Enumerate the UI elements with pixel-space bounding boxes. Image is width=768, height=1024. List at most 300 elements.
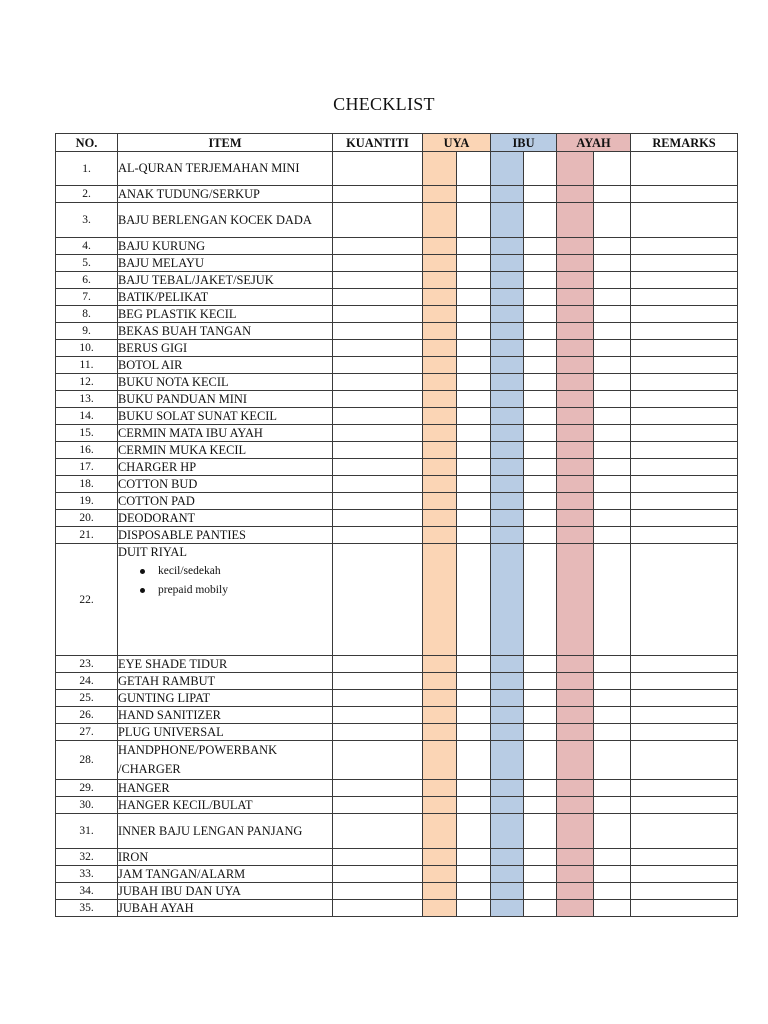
ayah-check-cell[interactable] (557, 442, 594, 459)
ayah-check-cell[interactable] (557, 272, 594, 289)
ayah-check-cell[interactable] (557, 391, 594, 408)
ayah-note-cell[interactable] (594, 186, 631, 203)
uya-check-cell[interactable] (423, 673, 457, 690)
kuantiti-cell[interactable] (333, 238, 423, 255)
checklist-table (55, 133, 738, 917)
ayah-check-cell[interactable] (557, 357, 594, 374)
remarks-cell[interactable] (631, 900, 738, 917)
row-item: CERMIN MUKA KECIL (118, 442, 333, 459)
uya-note-cell[interactable] (457, 425, 491, 442)
uya-note-cell[interactable] (457, 883, 491, 900)
uya-check-cell[interactable] (423, 306, 457, 323)
remarks-cell[interactable] (631, 272, 738, 289)
ibu-note-cell[interactable] (524, 527, 557, 544)
ibu-check-cell[interactable] (491, 340, 524, 357)
ayah-note-cell[interactable] (594, 849, 631, 866)
ayah-note-cell[interactable] (594, 357, 631, 374)
uya-check-cell[interactable] (423, 780, 457, 797)
uya-check-cell[interactable] (423, 203, 457, 238)
ibu-check-cell[interactable] (491, 306, 524, 323)
uya-check-cell[interactable] (423, 255, 457, 272)
ibu-check-cell[interactable] (491, 391, 524, 408)
uya-check-cell[interactable] (423, 391, 457, 408)
ibu-check-cell[interactable] (491, 866, 524, 883)
kuantiti-cell[interactable] (333, 203, 423, 238)
kuantiti-cell[interactable] (333, 391, 423, 408)
remarks-cell[interactable] (631, 527, 738, 544)
remarks-cell[interactable] (631, 797, 738, 814)
ayah-check-cell[interactable] (557, 510, 594, 527)
kuantiti-cell[interactable] (333, 493, 423, 510)
ibu-check-cell[interactable] (491, 510, 524, 527)
remarks-cell[interactable] (631, 340, 738, 357)
remarks-cell[interactable] (631, 510, 738, 527)
remarks-cell[interactable] (631, 544, 738, 656)
ayah-check-cell[interactable] (557, 289, 594, 306)
kuantiti-cell[interactable] (333, 797, 423, 814)
row-item: HANDPHONE/POWERBANK /CHARGER (118, 741, 333, 780)
ayah-note-cell[interactable] (594, 340, 631, 357)
uya-note-cell[interactable] (457, 741, 491, 780)
ibu-check-cell[interactable] (491, 357, 524, 374)
kuantiti-cell[interactable] (333, 289, 423, 306)
kuantiti-cell[interactable] (333, 255, 423, 272)
uya-note-cell[interactable] (457, 306, 491, 323)
remarks-cell[interactable] (631, 186, 738, 203)
ibu-check-cell[interactable] (491, 272, 524, 289)
kuantiti-cell[interactable] (333, 425, 423, 442)
remarks-cell[interactable] (631, 425, 738, 442)
remarks-cell[interactable] (631, 493, 738, 510)
uya-note-cell[interactable] (457, 186, 491, 203)
uya-note-cell[interactable] (457, 391, 491, 408)
ayah-check-cell[interactable] (557, 527, 594, 544)
kuantiti-cell[interactable] (333, 152, 423, 186)
uya-note-cell[interactable] (457, 459, 491, 476)
ibu-note-cell[interactable] (524, 323, 557, 340)
ibu-check-cell[interactable] (491, 255, 524, 272)
ibu-note-cell[interactable] (524, 883, 557, 900)
row-number: 22. (56, 544, 118, 656)
ibu-note-cell[interactable] (524, 408, 557, 425)
kuantiti-cell[interactable] (333, 780, 423, 797)
uya-note-cell[interactable] (457, 707, 491, 724)
ayah-check-cell[interactable] (557, 255, 594, 272)
remarks-cell[interactable] (631, 459, 738, 476)
ibu-note-cell[interactable] (524, 152, 557, 186)
ibu-note-cell[interactable] (524, 340, 557, 357)
ayah-note-cell[interactable] (594, 780, 631, 797)
ayah-note-cell[interactable] (594, 814, 631, 849)
table-row (56, 425, 738, 442)
ayah-check-cell[interactable] (557, 203, 594, 238)
ibu-check-cell[interactable] (491, 900, 524, 917)
ibu-note-cell[interactable] (524, 306, 557, 323)
uya-note-cell[interactable] (457, 724, 491, 741)
uya-check-cell[interactable] (423, 866, 457, 883)
ayah-check-cell[interactable] (557, 306, 594, 323)
uya-note-cell[interactable] (457, 493, 491, 510)
ayah-check-cell[interactable] (557, 849, 594, 866)
uya-check-cell[interactable] (423, 527, 457, 544)
uya-note-cell[interactable] (457, 255, 491, 272)
remarks-cell[interactable] (631, 883, 738, 900)
ibu-note-cell[interactable] (524, 707, 557, 724)
remarks-cell[interactable] (631, 374, 738, 391)
ayah-note-cell[interactable] (594, 391, 631, 408)
uya-check-cell[interactable] (423, 340, 457, 357)
uya-note-cell[interactable] (457, 272, 491, 289)
remarks-cell[interactable] (631, 814, 738, 849)
kuantiti-cell[interactable] (333, 340, 423, 357)
ibu-check-cell[interactable] (491, 152, 524, 186)
kuantiti-cell[interactable] (333, 707, 423, 724)
uya-check-cell[interactable] (423, 814, 457, 849)
row-item: COTTON PAD (118, 493, 333, 510)
remarks-cell[interactable] (631, 442, 738, 459)
remarks-cell[interactable] (631, 780, 738, 797)
sub-item-list (118, 562, 332, 600)
remarks-cell[interactable] (631, 408, 738, 425)
uya-check-cell[interactable] (423, 883, 457, 900)
ayah-note-cell[interactable] (594, 707, 631, 724)
uya-note-cell[interactable] (457, 866, 491, 883)
ibu-note-cell[interactable] (524, 476, 557, 493)
ayah-note-cell[interactable] (594, 374, 631, 391)
ayah-note-cell[interactable] (594, 425, 631, 442)
ibu-note-cell[interactable] (524, 238, 557, 255)
header-kuantiti: KUANTITI (333, 134, 423, 152)
ayah-check-cell[interactable] (557, 673, 594, 690)
uya-note-cell[interactable] (457, 152, 491, 186)
uya-note-cell[interactable] (457, 656, 491, 673)
remarks-cell[interactable] (631, 238, 738, 255)
uya-check-cell[interactable] (423, 374, 457, 391)
ayah-note-cell[interactable] (594, 272, 631, 289)
table-row (56, 255, 738, 272)
ayah-check-cell[interactable] (557, 425, 594, 442)
uya-note-cell[interactable] (457, 238, 491, 255)
ibu-check-cell[interactable] (491, 814, 524, 849)
row-item: DEODORANT (118, 510, 333, 527)
uya-note-cell[interactable] (457, 357, 491, 374)
ayah-note-cell[interactable] (594, 203, 631, 238)
remarks-cell[interactable] (631, 673, 738, 690)
ibu-check-cell[interactable] (491, 883, 524, 900)
uya-check-cell[interactable] (423, 724, 457, 741)
ibu-check-cell[interactable] (491, 849, 524, 866)
ayah-check-cell[interactable] (557, 323, 594, 340)
ibu-check-cell[interactable] (491, 442, 524, 459)
remarks-cell[interactable] (631, 849, 738, 866)
ibu-note-cell[interactable] (524, 255, 557, 272)
uya-note-cell[interactable] (457, 203, 491, 238)
ibu-note-cell[interactable] (524, 544, 557, 656)
ibu-note-cell[interactable] (524, 459, 557, 476)
remarks-cell[interactable] (631, 656, 738, 673)
ibu-check-cell[interactable] (491, 656, 524, 673)
ayah-check-cell[interactable] (557, 707, 594, 724)
remarks-cell[interactable] (631, 306, 738, 323)
kuantiti-cell[interactable] (333, 442, 423, 459)
table-row (56, 357, 738, 374)
remarks-cell[interactable] (631, 357, 738, 374)
uya-note-cell[interactable] (457, 900, 491, 917)
ibu-check-cell[interactable] (491, 459, 524, 476)
uya-note-cell[interactable] (457, 340, 491, 357)
uya-note-cell[interactable] (457, 527, 491, 544)
uya-check-cell[interactable] (423, 357, 457, 374)
ayah-check-cell[interactable] (557, 459, 594, 476)
ayah-check-cell[interactable] (557, 656, 594, 673)
uya-note-cell[interactable] (457, 510, 491, 527)
remarks-cell[interactable] (631, 690, 738, 707)
ibu-check-cell[interactable] (491, 544, 524, 656)
ayah-note-cell[interactable] (594, 900, 631, 917)
ibu-check-cell[interactable] (491, 289, 524, 306)
kuantiti-cell[interactable] (333, 741, 423, 780)
kuantiti-cell[interactable] (333, 724, 423, 741)
table-row (56, 510, 738, 527)
ayah-check-cell[interactable] (557, 797, 594, 814)
remarks-cell[interactable] (631, 741, 738, 780)
ayah-note-cell[interactable] (594, 152, 631, 186)
header-row (56, 134, 738, 152)
ibu-check-cell[interactable] (491, 690, 524, 707)
uya-check-cell[interactable] (423, 656, 457, 673)
ayah-check-cell[interactable] (557, 476, 594, 493)
uya-check-cell[interactable] (423, 425, 457, 442)
uya-check-cell[interactable] (423, 459, 457, 476)
ayah-note-cell[interactable] (594, 527, 631, 544)
remarks-cell[interactable] (631, 866, 738, 883)
uya-check-cell[interactable] (423, 476, 457, 493)
ibu-note-cell[interactable] (524, 797, 557, 814)
ibu-note-cell[interactable] (524, 203, 557, 238)
ayah-note-cell[interactable] (594, 289, 631, 306)
ibu-check-cell[interactable] (491, 527, 524, 544)
ibu-check-cell[interactable] (491, 780, 524, 797)
uya-check-cell[interactable] (423, 690, 457, 707)
remarks-cell[interactable] (631, 323, 738, 340)
kuantiti-cell[interactable] (333, 186, 423, 203)
ibu-note-cell[interactable] (524, 900, 557, 917)
ayah-note-cell[interactable] (594, 883, 631, 900)
ayah-check-cell[interactable] (557, 780, 594, 797)
kuantiti-cell[interactable] (333, 544, 423, 656)
ayah-note-cell[interactable] (594, 255, 631, 272)
remarks-cell[interactable] (631, 203, 738, 238)
remarks-cell[interactable] (631, 476, 738, 493)
ibu-check-cell[interactable] (491, 323, 524, 340)
ibu-note-cell[interactable] (524, 374, 557, 391)
uya-note-cell[interactable] (457, 476, 491, 493)
uya-note-cell[interactable] (457, 374, 491, 391)
ayah-check-cell[interactable] (557, 238, 594, 255)
uya-check-cell[interactable] (423, 707, 457, 724)
uya-check-cell[interactable] (423, 493, 457, 510)
ibu-note-cell[interactable] (524, 186, 557, 203)
uya-check-cell[interactable] (423, 900, 457, 917)
remarks-cell[interactable] (631, 391, 738, 408)
uya-note-cell[interactable] (457, 780, 491, 797)
ayah-note-cell[interactable] (594, 510, 631, 527)
ibu-check-cell[interactable] (491, 476, 524, 493)
ayah-note-cell[interactable] (594, 493, 631, 510)
ibu-note-cell[interactable] (524, 442, 557, 459)
ayah-check-cell[interactable] (557, 374, 594, 391)
remarks-cell[interactable] (631, 724, 738, 741)
ayah-note-cell[interactable] (594, 408, 631, 425)
ayah-note-cell[interactable] (594, 656, 631, 673)
ibu-note-cell[interactable] (524, 656, 557, 673)
uya-check-cell[interactable] (423, 797, 457, 814)
kuantiti-cell[interactable] (333, 673, 423, 690)
uya-check-cell[interactable] (423, 741, 457, 780)
ayah-check-cell[interactable] (557, 900, 594, 917)
ayah-check-cell[interactable] (557, 186, 594, 203)
ayah-note-cell[interactable] (594, 797, 631, 814)
ibu-check-cell[interactable] (491, 707, 524, 724)
uya-check-cell[interactable] (423, 544, 457, 656)
uya-note-cell[interactable] (457, 408, 491, 425)
uya-note-cell[interactable] (457, 849, 491, 866)
uya-check-cell[interactable] (423, 152, 457, 186)
uya-check-cell[interactable] (423, 238, 457, 255)
ibu-note-cell[interactable] (524, 724, 557, 741)
uya-note-cell[interactable] (457, 323, 491, 340)
ibu-note-cell[interactable] (524, 849, 557, 866)
kuantiti-cell[interactable] (333, 656, 423, 673)
ayah-check-cell[interactable] (557, 814, 594, 849)
remarks-cell[interactable] (631, 289, 738, 306)
ibu-note-cell[interactable] (524, 357, 557, 374)
kuantiti-cell[interactable] (333, 374, 423, 391)
ayah-check-cell[interactable] (557, 741, 594, 780)
ibu-note-cell[interactable] (524, 741, 557, 780)
uya-check-cell[interactable] (423, 442, 457, 459)
uya-note-cell[interactable] (457, 673, 491, 690)
ayah-check-cell[interactable] (557, 340, 594, 357)
ibu-note-cell[interactable] (524, 814, 557, 849)
ayah-check-cell[interactable] (557, 724, 594, 741)
row-item: BOTOL AIR (118, 357, 333, 374)
ayah-note-cell[interactable] (594, 724, 631, 741)
ibu-check-cell[interactable] (491, 797, 524, 814)
kuantiti-cell[interactable] (333, 459, 423, 476)
ibu-note-cell[interactable] (524, 866, 557, 883)
uya-note-cell[interactable] (457, 442, 491, 459)
ayah-check-cell[interactable] (557, 544, 594, 656)
ayah-check-cell[interactable] (557, 690, 594, 707)
ibu-note-cell[interactable] (524, 510, 557, 527)
ayah-check-cell[interactable] (557, 493, 594, 510)
ibu-check-cell[interactable] (491, 238, 524, 255)
ibu-check-cell[interactable] (491, 724, 524, 741)
uya-note-cell[interactable] (457, 690, 491, 707)
kuantiti-cell[interactable] (333, 272, 423, 289)
ayah-note-cell[interactable] (594, 690, 631, 707)
remarks-cell[interactable] (631, 707, 738, 724)
ibu-check-cell[interactable] (491, 425, 524, 442)
kuantiti-cell[interactable] (333, 527, 423, 544)
kuantiti-cell[interactable] (333, 323, 423, 340)
ibu-check-cell[interactable] (491, 493, 524, 510)
kuantiti-cell[interactable] (333, 357, 423, 374)
row-item: COTTON BUD (118, 476, 333, 493)
ayah-note-cell[interactable] (594, 442, 631, 459)
table-row (56, 883, 738, 900)
uya-note-cell[interactable] (457, 289, 491, 306)
remarks-cell[interactable] (631, 152, 738, 186)
kuantiti-cell[interactable] (333, 849, 423, 866)
ayah-check-cell[interactable] (557, 883, 594, 900)
ayah-note-cell[interactable] (594, 544, 631, 656)
uya-check-cell[interactable] (423, 849, 457, 866)
ibu-note-cell[interactable] (524, 391, 557, 408)
kuantiti-cell[interactable] (333, 690, 423, 707)
row-item: JUBAH AYAH (118, 900, 333, 917)
ibu-note-cell[interactable] (524, 493, 557, 510)
ayah-note-cell[interactable] (594, 476, 631, 493)
ayah-note-cell[interactable] (594, 866, 631, 883)
ibu-check-cell[interactable] (491, 673, 524, 690)
kuantiti-cell[interactable] (333, 814, 423, 849)
ibu-note-cell[interactable] (524, 690, 557, 707)
row-item: CERMIN MATA IBU AYAH (118, 425, 333, 442)
uya-check-cell[interactable] (423, 510, 457, 527)
ibu-check-cell[interactable] (491, 408, 524, 425)
ayah-check-cell[interactable] (557, 408, 594, 425)
ibu-note-cell[interactable] (524, 780, 557, 797)
ayah-note-cell[interactable] (594, 459, 631, 476)
sub-item: prepaid mobily (158, 581, 332, 600)
ayah-note-cell[interactable] (594, 323, 631, 340)
ibu-note-cell[interactable] (524, 289, 557, 306)
kuantiti-cell[interactable] (333, 306, 423, 323)
ibu-check-cell[interactable] (491, 741, 524, 780)
uya-check-cell[interactable] (423, 408, 457, 425)
uya-check-cell[interactable] (423, 272, 457, 289)
ibu-check-cell[interactable] (491, 186, 524, 203)
ayah-note-cell[interactable] (594, 238, 631, 255)
kuantiti-cell[interactable] (333, 883, 423, 900)
uya-note-cell[interactable] (457, 797, 491, 814)
kuantiti-cell[interactable] (333, 476, 423, 493)
ibu-check-cell[interactable] (491, 374, 524, 391)
ayah-note-cell[interactable] (594, 306, 631, 323)
ibu-note-cell[interactable] (524, 673, 557, 690)
uya-check-cell[interactable] (423, 186, 457, 203)
ayah-check-cell[interactable] (557, 152, 594, 186)
ayah-note-cell[interactable] (594, 741, 631, 780)
ayah-note-cell[interactable] (594, 673, 631, 690)
row-number: 9. (56, 323, 118, 340)
ibu-check-cell[interactable] (491, 203, 524, 238)
ayah-check-cell[interactable] (557, 866, 594, 883)
kuantiti-cell[interactable] (333, 866, 423, 883)
remarks-cell[interactable] (631, 255, 738, 272)
ibu-note-cell[interactable] (524, 425, 557, 442)
ibu-note-cell[interactable] (524, 272, 557, 289)
kuantiti-cell[interactable] (333, 900, 423, 917)
uya-check-cell[interactable] (423, 289, 457, 306)
kuantiti-cell[interactable] (333, 510, 423, 527)
kuantiti-cell[interactable] (333, 408, 423, 425)
uya-note-cell[interactable] (457, 814, 491, 849)
uya-note-cell[interactable] (457, 544, 491, 656)
uya-check-cell[interactable] (423, 323, 457, 340)
